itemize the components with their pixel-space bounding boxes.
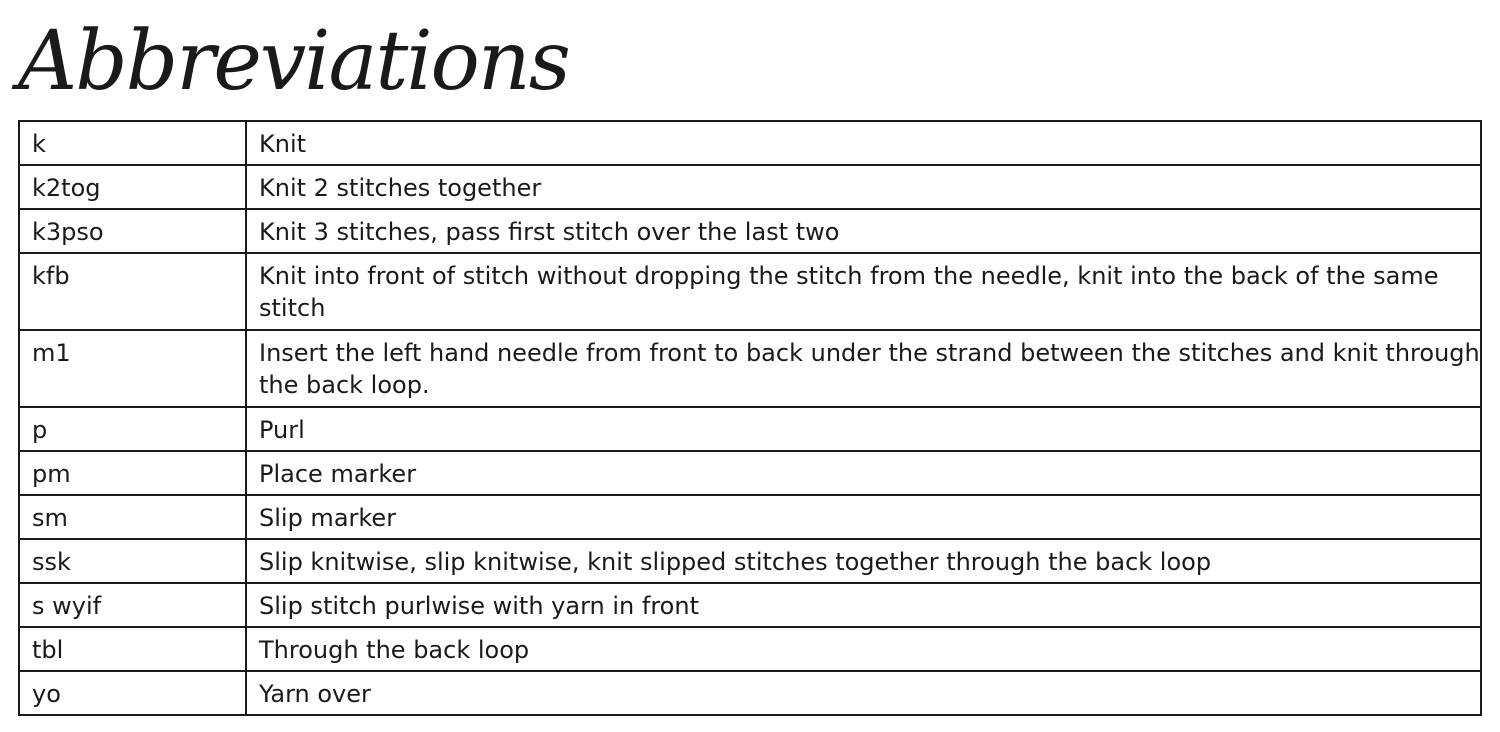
definition-cell: Slip marker bbox=[246, 495, 1481, 539]
table-row bbox=[19, 165, 1481, 209]
table-row bbox=[19, 495, 1481, 539]
table-row bbox=[19, 253, 1481, 330]
abbreviation-cell: k2tog bbox=[19, 165, 246, 209]
abbreviation-cell: yo bbox=[19, 671, 246, 715]
definition-cell: Insert the left hand needle from front to back under the strand between the stitches and knit through the back loop. bbox=[246, 330, 1481, 407]
definition-cell: Knit bbox=[246, 121, 1481, 165]
definition-cell: Purl bbox=[246, 407, 1481, 451]
table-row bbox=[19, 627, 1481, 671]
abbreviation-cell: kfb bbox=[19, 253, 246, 330]
table-row bbox=[19, 330, 1481, 407]
definition-cell: Through the back loop bbox=[246, 627, 1481, 671]
abbreviation-cell: k bbox=[19, 121, 246, 165]
abbreviations-table bbox=[18, 120, 1482, 716]
table-row bbox=[19, 121, 1481, 165]
abbreviation-cell: ssk bbox=[19, 539, 246, 583]
definition-cell: Yarn over bbox=[246, 671, 1481, 715]
definition-cell: Slip knitwise, slip knitwise, knit slipped stitches together through the back loop bbox=[246, 539, 1481, 583]
definition-cell: Knit 2 stitches together bbox=[246, 165, 1481, 209]
abbreviation-cell: pm bbox=[19, 451, 246, 495]
abbreviation-cell: tbl bbox=[19, 627, 246, 671]
abbreviation-cell: k3pso bbox=[19, 209, 246, 253]
definition-cell: Knit 3 stitches, pass first stitch over the last two bbox=[246, 209, 1481, 253]
table-row bbox=[19, 583, 1481, 627]
abbreviation-cell: m1 bbox=[19, 330, 246, 407]
abbreviation-cell: p bbox=[19, 407, 246, 451]
table-row bbox=[19, 209, 1481, 253]
table-row bbox=[19, 407, 1481, 451]
table-row bbox=[19, 451, 1481, 495]
definition-cell: Knit into front of stitch without dropping the stitch from the needle, knit into the back of the same stitch bbox=[246, 253, 1481, 330]
definition-cell: Place marker bbox=[246, 451, 1481, 495]
abbreviation-cell: sm bbox=[19, 495, 246, 539]
page-title: Abbreviations bbox=[18, 14, 569, 109]
table-row bbox=[19, 539, 1481, 583]
definition-cell: Slip stitch purlwise with yarn in front bbox=[246, 583, 1481, 627]
table-row bbox=[19, 671, 1481, 715]
abbreviation-cell: s wyif bbox=[19, 583, 246, 627]
